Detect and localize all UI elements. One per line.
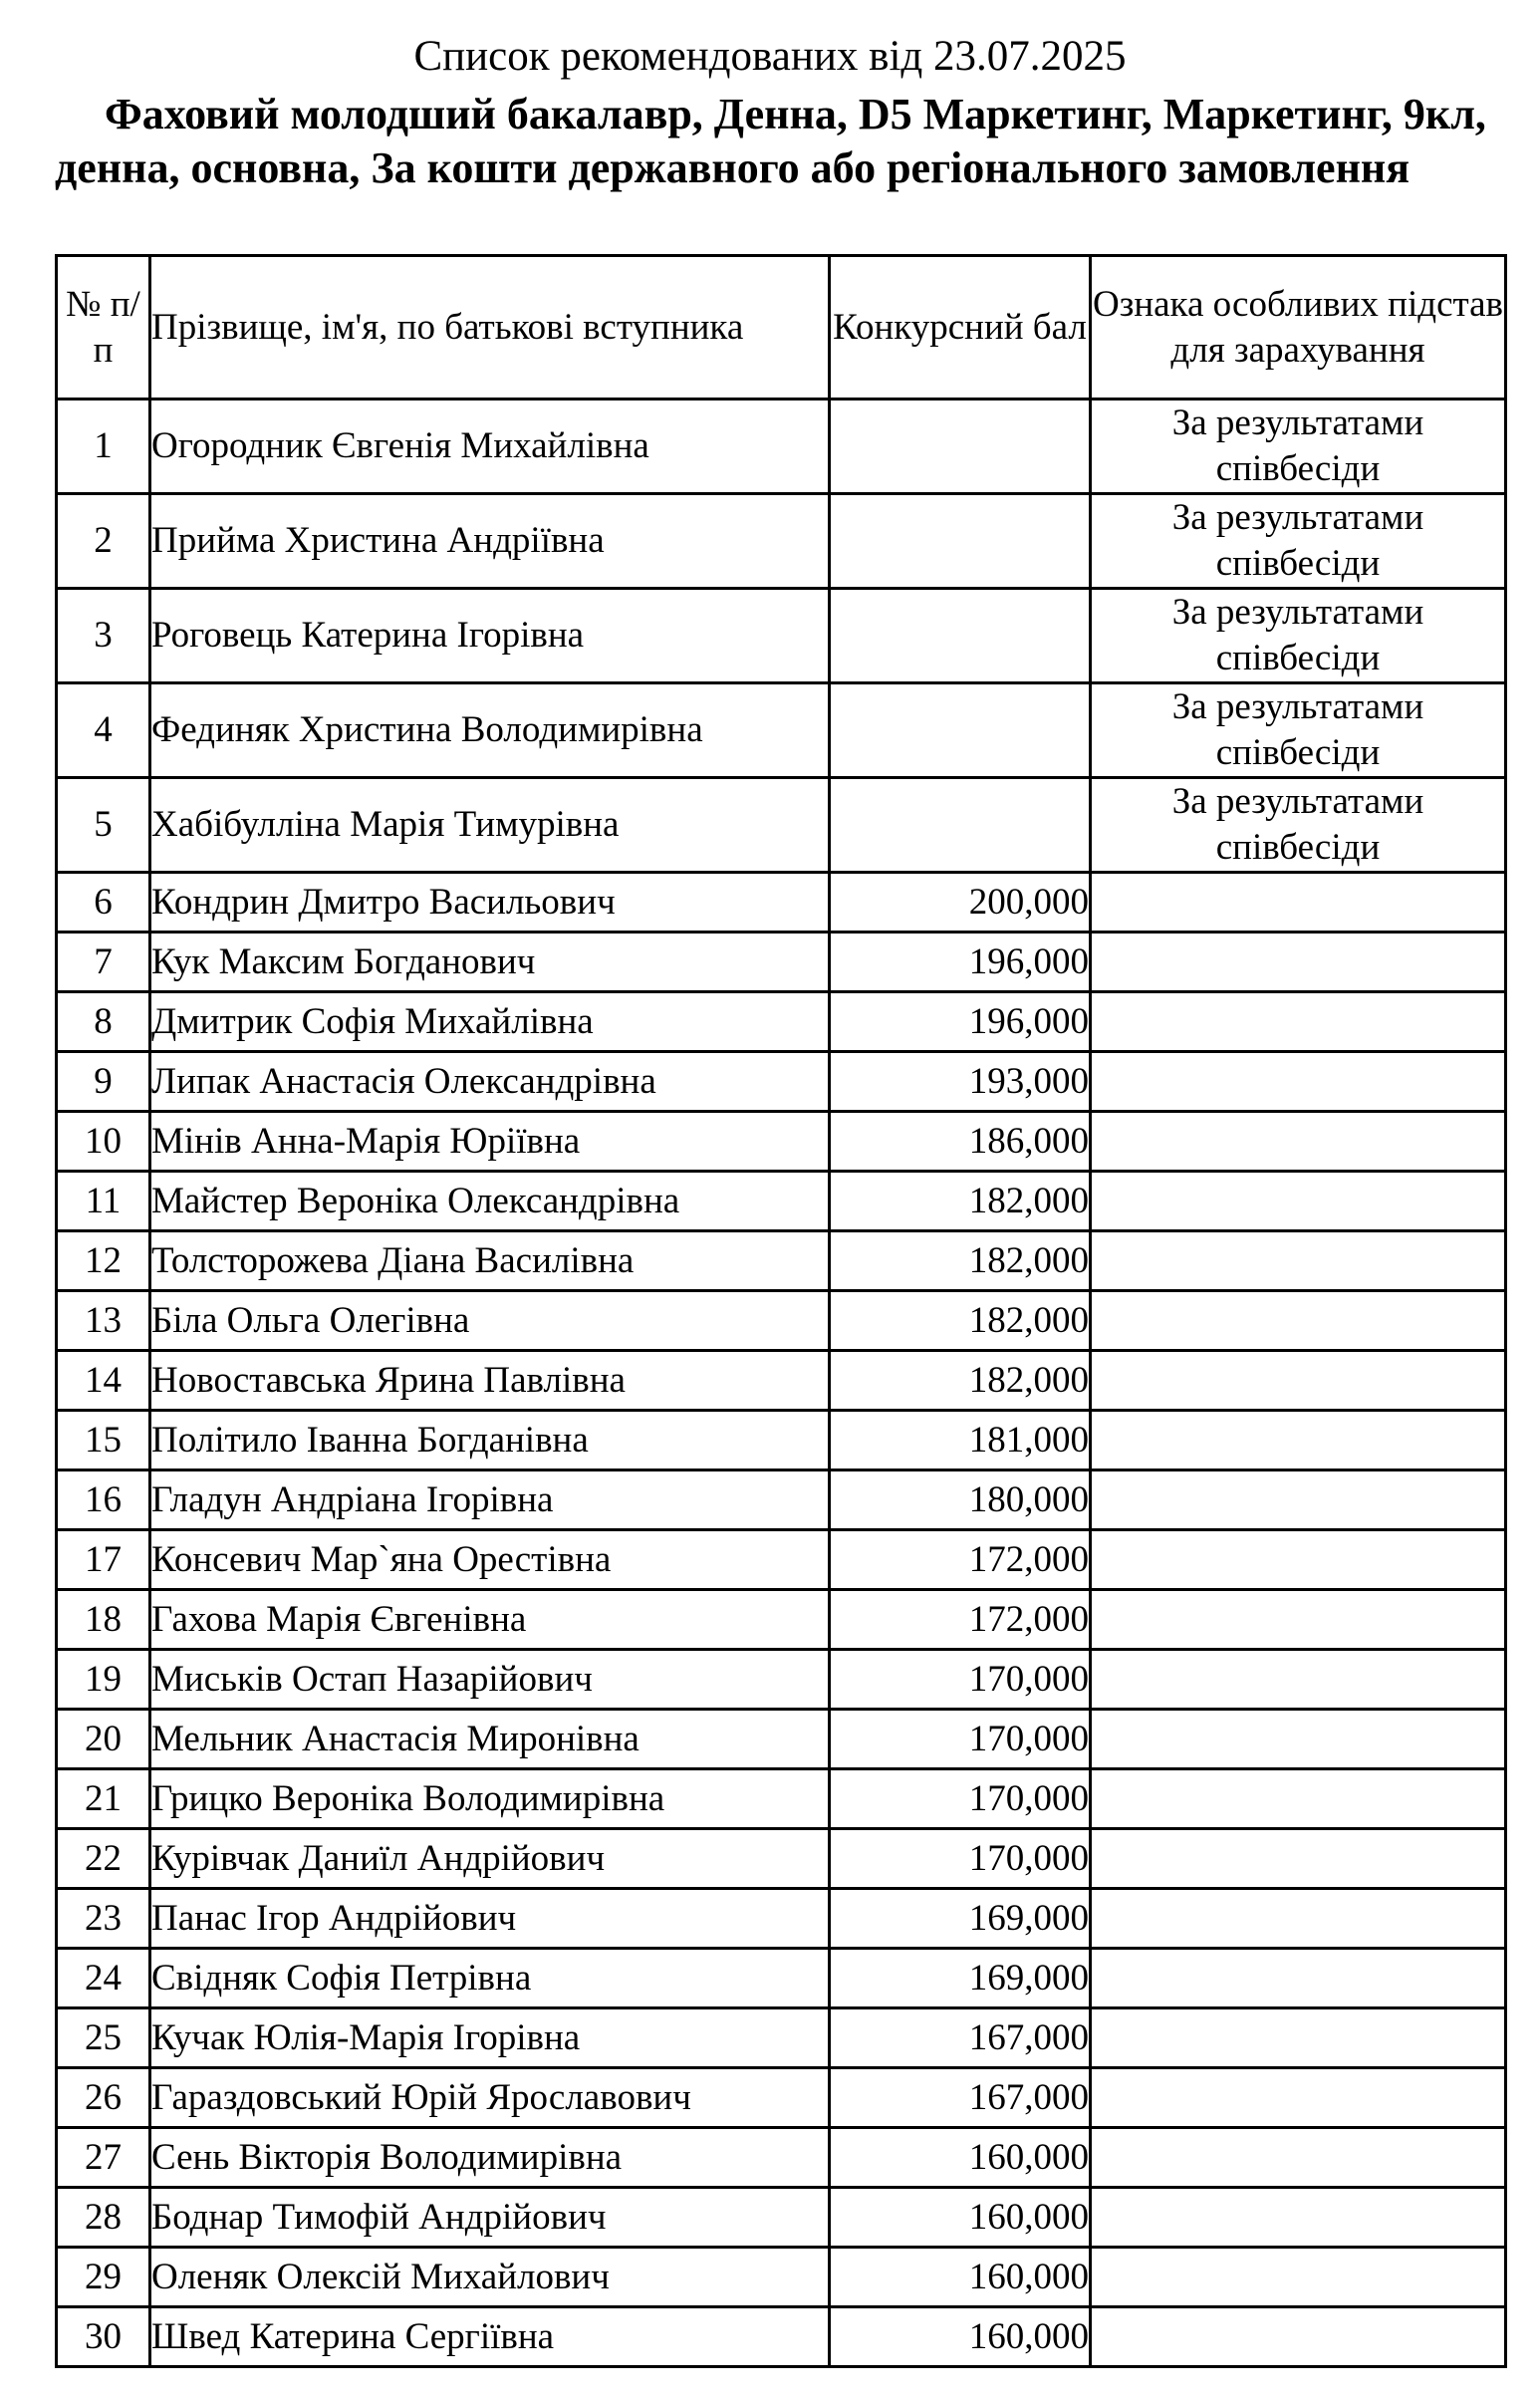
competition-score: 160,000 [830, 2248, 1091, 2307]
competition-score: 160,000 [830, 2188, 1091, 2248]
special-grounds [1091, 1351, 1506, 1411]
table-row [57, 1351, 1506, 1411]
applicant-name: Дмитрик Софія Михайлівна [150, 992, 830, 1052]
competition-score: 182,000 [830, 1172, 1091, 1231]
competition-score: 160,000 [830, 2128, 1091, 2188]
table-row [57, 1769, 1506, 1829]
competition-score [830, 494, 1091, 589]
special-grounds: За результатами співбесіди [1091, 494, 1506, 589]
special-grounds [1091, 1231, 1506, 1291]
competition-score: 172,000 [830, 1590, 1091, 1650]
applicant-name: Майстер Вероніка Олександрівна [150, 1172, 830, 1231]
applicant-name: Фединяк Христина Володимирівна [150, 683, 830, 778]
competition-score: 170,000 [830, 1769, 1091, 1829]
row-number: 15 [57, 1411, 150, 1470]
row-number: 5 [57, 778, 150, 873]
applicant-name: Швед Катерина Сергіївна [150, 2307, 830, 2367]
table-row [57, 778, 1506, 873]
row-number: 12 [57, 1231, 150, 1291]
competition-score [830, 589, 1091, 683]
table-row [57, 2307, 1506, 2367]
special-grounds [1091, 2128, 1506, 2188]
table-row [57, 2068, 1506, 2128]
table-row [57, 873, 1506, 933]
row-number: 24 [57, 1949, 150, 2008]
table-row [57, 1172, 1506, 1231]
table-row [57, 1889, 1506, 1949]
competition-score: 169,000 [830, 1889, 1091, 1949]
table-row [57, 1052, 1506, 1112]
applicants-table [55, 254, 1507, 2368]
applicant-name: Кук Максим Богданович [150, 933, 830, 992]
row-number: 9 [57, 1052, 150, 1112]
row-number: 27 [57, 2128, 150, 2188]
row-number: 6 [57, 873, 150, 933]
applicant-name: Хабібулліна Марія Тимурівна [150, 778, 830, 873]
competition-score: 172,000 [830, 1530, 1091, 1590]
applicant-name: Мельник Анастасія Миронівна [150, 1710, 830, 1769]
applicant-name: Новоставська Ярина Павлівна [150, 1351, 830, 1411]
table-header-row [57, 256, 1506, 400]
competition-score: 167,000 [830, 2068, 1091, 2128]
table-row [57, 494, 1506, 589]
row-number: 17 [57, 1530, 150, 1590]
row-number: 16 [57, 1470, 150, 1530]
applicant-name: Мінів Анна-Марія Юріївна [150, 1112, 830, 1172]
table-row [57, 933, 1506, 992]
special-grounds [1091, 1769, 1506, 1829]
applicant-name: Огородник Євгенія Михайлівна [150, 400, 830, 494]
competition-score: 167,000 [830, 2008, 1091, 2068]
applicant-name: Прийма Христина Андріївна [150, 494, 830, 589]
special-grounds [1091, 2248, 1506, 2307]
competition-score: 182,000 [830, 1291, 1091, 1351]
special-grounds [1091, 933, 1506, 992]
applicant-name: Гахова Марія Євгенівна [150, 1590, 830, 1650]
row-number: 3 [57, 589, 150, 683]
applicant-name: Боднар Тимофій Андрійович [150, 2188, 830, 2248]
special-grounds [1091, 1291, 1506, 1351]
row-number: 4 [57, 683, 150, 778]
competition-score: 200,000 [830, 873, 1091, 933]
competition-score: 180,000 [830, 1470, 1091, 1530]
special-grounds [1091, 1172, 1506, 1231]
competition-score: 170,000 [830, 1650, 1091, 1710]
header-score: Конкурсний бал [830, 256, 1091, 400]
special-grounds [1091, 2008, 1506, 2068]
table-row [57, 1590, 1506, 1650]
table-row [57, 683, 1506, 778]
competition-score [830, 778, 1091, 873]
row-number: 8 [57, 992, 150, 1052]
row-number: 19 [57, 1650, 150, 1710]
row-number: 14 [57, 1351, 150, 1411]
row-number: 28 [57, 2188, 150, 2248]
row-number: 30 [57, 2307, 150, 2367]
special-grounds [1091, 2068, 1506, 2128]
special-grounds: За результатами співбесіди [1091, 683, 1506, 778]
header-special-grounds: Ознака особливих підстав для зарахування [1091, 256, 1506, 400]
table-row [57, 2128, 1506, 2188]
table-row [57, 1710, 1506, 1769]
row-number: 1 [57, 400, 150, 494]
applicant-name: Гладун Андріана Ігорівна [150, 1470, 830, 1530]
list-subtitle: Фаховий молодший бакалавр, Денна, D5 Маркетинг, Маркетинг, 9кл, денна, основна, За кошти державного або регіонального замовлення [55, 90, 1486, 192]
row-number: 29 [57, 2248, 150, 2307]
competition-score: 193,000 [830, 1052, 1091, 1112]
row-number: 26 [57, 2068, 150, 2128]
row-number: 2 [57, 494, 150, 589]
row-number: 25 [57, 2008, 150, 2068]
row-number: 21 [57, 1769, 150, 1829]
special-grounds [1091, 1829, 1506, 1889]
applicant-name: Кучак Юлія-Марія Ігорівна [150, 2008, 830, 2068]
table-row [57, 1829, 1506, 1889]
applicant-name: Роговець Катерина Ігорівна [150, 589, 830, 683]
applicant-name: Липак Анастасія Олександрівна [150, 1052, 830, 1112]
row-number: 22 [57, 1829, 150, 1889]
table-row [57, 2008, 1506, 2068]
table-row [57, 992, 1506, 1052]
special-grounds: За результатами співбесіди [1091, 778, 1506, 873]
row-number: 23 [57, 1889, 150, 1949]
special-grounds: За результатами співбесіди [1091, 589, 1506, 683]
special-grounds [1091, 2188, 1506, 2248]
special-grounds [1091, 1470, 1506, 1530]
table-body [57, 400, 1506, 2367]
special-grounds: За результатами співбесіди [1091, 400, 1506, 494]
competition-score: 169,000 [830, 1949, 1091, 2008]
header-full-name: Прізвище, ім'я, по батькові вступника [150, 256, 830, 400]
applicant-name: Кондрин Дмитро Васильович [150, 873, 830, 933]
special-grounds [1091, 1710, 1506, 1769]
competition-score [830, 683, 1091, 778]
applicant-name: Політило Іванна Богданівна [150, 1411, 830, 1470]
applicant-name: Сень Вікторія Володимирівна [150, 2128, 830, 2188]
competition-score: 196,000 [830, 933, 1091, 992]
page-title: Список рекомендованих від 23.07.2025 [413, 33, 1127, 80]
applicant-name: Гараздовський Юрій Ярославович [150, 2068, 830, 2128]
applicant-name: Консевич Мар`яна Орестівна [150, 1530, 830, 1590]
special-grounds [1091, 1112, 1506, 1172]
table-row [57, 589, 1506, 683]
table-row [57, 2188, 1506, 2248]
table-row [57, 1291, 1506, 1351]
special-grounds [1091, 1590, 1506, 1650]
applicant-name: Миськів Остап Назарійович [150, 1650, 830, 1710]
special-grounds [1091, 992, 1506, 1052]
applicant-name: Свідняк Софія Петрівна [150, 1949, 830, 2008]
competition-score: 196,000 [830, 992, 1091, 1052]
row-number: 18 [57, 1590, 150, 1650]
competition-score: 170,000 [830, 1829, 1091, 1889]
table-row [57, 1112, 1506, 1172]
table-row [57, 400, 1506, 494]
applicant-name: Толсторожева Діана Василівна [150, 1231, 830, 1291]
special-grounds [1091, 1411, 1506, 1470]
table-row [57, 1530, 1506, 1590]
competition-score: 182,000 [830, 1231, 1091, 1291]
competition-score: 181,000 [830, 1411, 1091, 1470]
table-row [57, 1470, 1506, 1530]
special-grounds [1091, 1949, 1506, 2008]
table-row [57, 1949, 1506, 2008]
special-grounds [1091, 1650, 1506, 1710]
table-row [57, 1231, 1506, 1291]
table-row [57, 1650, 1506, 1710]
special-grounds [1091, 2307, 1506, 2367]
competition-score: 182,000 [830, 1351, 1091, 1411]
row-number: 7 [57, 933, 150, 992]
special-grounds [1091, 1889, 1506, 1949]
header-number: № п/п [57, 256, 150, 400]
special-grounds [1091, 1530, 1506, 1590]
row-number: 20 [57, 1710, 150, 1769]
applicant-name: Біла Ольга Олегівна [150, 1291, 830, 1351]
table-row [57, 1411, 1506, 1470]
applicant-name: Панас Ігор Андрійович [150, 1889, 830, 1949]
table-row [57, 2248, 1506, 2307]
row-number: 13 [57, 1291, 150, 1351]
competition-score [830, 400, 1091, 494]
competition-score: 186,000 [830, 1112, 1091, 1172]
row-number: 10 [57, 1112, 150, 1172]
special-grounds [1091, 873, 1506, 933]
competition-score: 170,000 [830, 1710, 1091, 1769]
special-grounds [1091, 1052, 1506, 1112]
applicant-name: Грицко Вероніка Володимирівна [150, 1769, 830, 1829]
applicant-name: Оленяк Олексій Михайлович [150, 2248, 830, 2307]
applicant-name: Курівчак Даниїл Андрійович [150, 1829, 830, 1889]
competition-score: 160,000 [830, 2307, 1091, 2367]
row-number: 11 [57, 1172, 150, 1231]
